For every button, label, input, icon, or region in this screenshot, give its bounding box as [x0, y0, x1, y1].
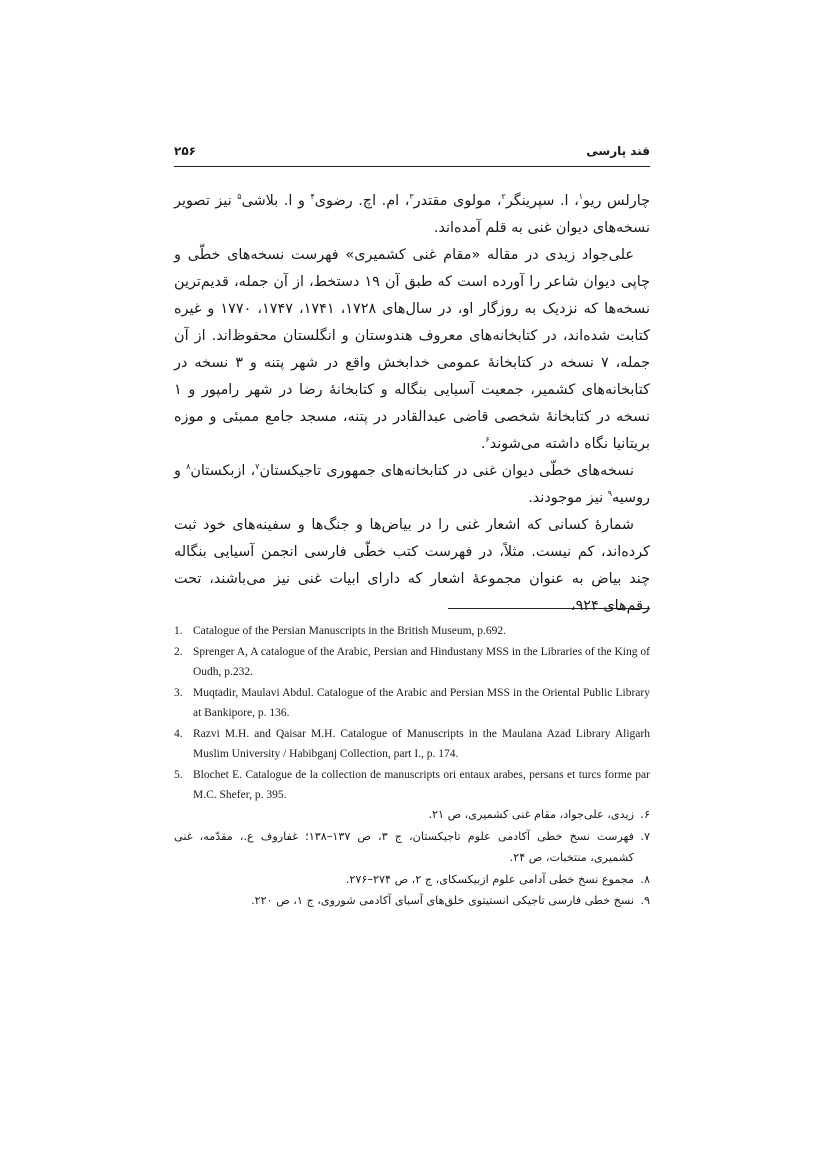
footnote-8: ۸. مجموع نسخ خطی آدامی علوم ازبیکسکای، ج ۲، ص ۲۷۴–۲۷۶.	[345, 872, 650, 886]
footnote-ref-7[interactable]: ۷	[255, 462, 260, 472]
paragraph-2: علی‌جواد زیدی در مقاله «مقام غنی کشمیری» فهرست نسخه‌های خطّی و چاپی دیوان شاعر را آورده است که طبق آن ۱۹ دستخط، از آن جمله، قدیم‌ترین نسخه‌ها که نزدیک به روزگار او، در سال‌های ۱۷۲۸، ۱۷۴۱، ۱۷۴۷، ۱۷۷۰ و غیره کتابت شده‌اند، در کتابخانه‌های معروف هندوستان و انگلستان محفوظ‌اند. از آن جمله، ۷ نسخه در کتابخانهٔ عمومی خدابخش واقع در شهر پتنه و ۳ نسخه در کتابخانه‌های کشمیر، جمعیت آسیایی بنگاله و کتابخانهٔ رضا در شهر رامپور و ۱ نسخه در کتابخانهٔ شخصی قاضی عبدالقادر در پتنه، مسجد جامع ممبئی و موزه بریتانیا نگاه داشته می‌شوند$^۶$.	[174, 247, 650, 452]
footnote-2: 2. Sprenger A, A catalogue of the Arabic, Persian and Hindustany MSS in the Libraries of the King of Oudh, p.232.	[174, 645, 650, 678]
page-number: ۲۵۶	[174, 144, 196, 158]
footnote-ref-2[interactable]: ۲	[501, 192, 506, 202]
paragraph-1: چارلس ریو$^۱$، ا. سپرینگر$^۲$، مولوی مقتدر$^۳$، ام. اچ. رضوی$^۴$ و ا. بلاشی$^۵$ نیز تصویر نسخه‌های دیوان غنی به قلم آمده‌اند.	[174, 192, 650, 236]
footnote-ref-9[interactable]: ۹	[607, 489, 612, 499]
footnote-7: ۷. فهرست نسخ خطی آکادمی علوم تاجیکستان، ج ۳، ص ۱۳۷–۱۳۸؛ غفاروف ع.، مقدّمه، غنی کشمیری، منتخبات، ص ۲۴.	[174, 829, 650, 864]
footnote-ref-1[interactable]: ۱	[578, 192, 584, 202]
footnote-1: 1. Catalogue of the Persian Manuscripts in the British Museum, p.692.	[174, 625, 507, 637]
running-title: قند پارسی	[586, 144, 650, 158]
paragraph-3: نسخه‌های خطّی دیوان غنی در کتابخانه‌های جمهوری تاجیکستان$^۷$، ازبکستان$^۸$ و روسیه$^۹$ نیز موجودند.	[174, 462, 650, 506]
page-header	[174, 140, 650, 167]
footnote-5: 5. Blochet E. Catalogue de la collection de manuscripts ori entaux arabes, persans et turcs forme par M.C. Shefer, p. 395.	[174, 768, 650, 801]
footnote-4: 4. Razvi M.H. and Qaisar M.H. Catalogue of Manuscripts in the Maulana Azad Library Aligarh Muslim University / Habibganj Collection, part I., p. 174.	[174, 727, 650, 760]
footnotes-persian	[174, 804, 650, 912]
footnote-ref-6[interactable]: ۶	[485, 435, 490, 445]
footnote-9: ۹. نسخ خطی فارسی تاجیکی انستیتوی خلق‌های آسیای آکادمی شوروی، ج ۱، ص ۲۲۰.	[251, 894, 650, 907]
footnote-ref-3[interactable]: ۳	[409, 192, 414, 202]
paragraph-4: شمارهٔ کسانی که اشعار غنی را در بیاض‌ها و جنگ‌ها و سفینه‌های خود ثبت کرده‌اند، کم نیست. مثلاً، در فهرست کتب خطّی فارسی انجمن آسیایی بنگاله چند بیاض به عنوان مجموعهٔ اشعار که دارای ابیات غنی نیز می‌باشند، تحت رقم‌های ۹۲۴،	[174, 517, 650, 614]
footnote-ref-4[interactable]: ۴	[310, 192, 315, 202]
body-text	[174, 188, 650, 620]
footnote-ref-5[interactable]: ۵	[237, 192, 242, 202]
footnote-divider	[448, 608, 650, 609]
footnotes-english	[174, 621, 650, 806]
footnote-3: 3. Muqtadir, Maulavi Abdul. Catalogue of the Arabic and Persian MSS in the Oriental Public Library at Bankipore, p. 136.	[174, 686, 650, 719]
footnote-ref-8[interactable]: ۸	[186, 462, 191, 472]
footnote-6: ۶. زیدی، علی‌جواد، مقام غنی کشمیری، ص ۲۱.	[428, 808, 650, 821]
